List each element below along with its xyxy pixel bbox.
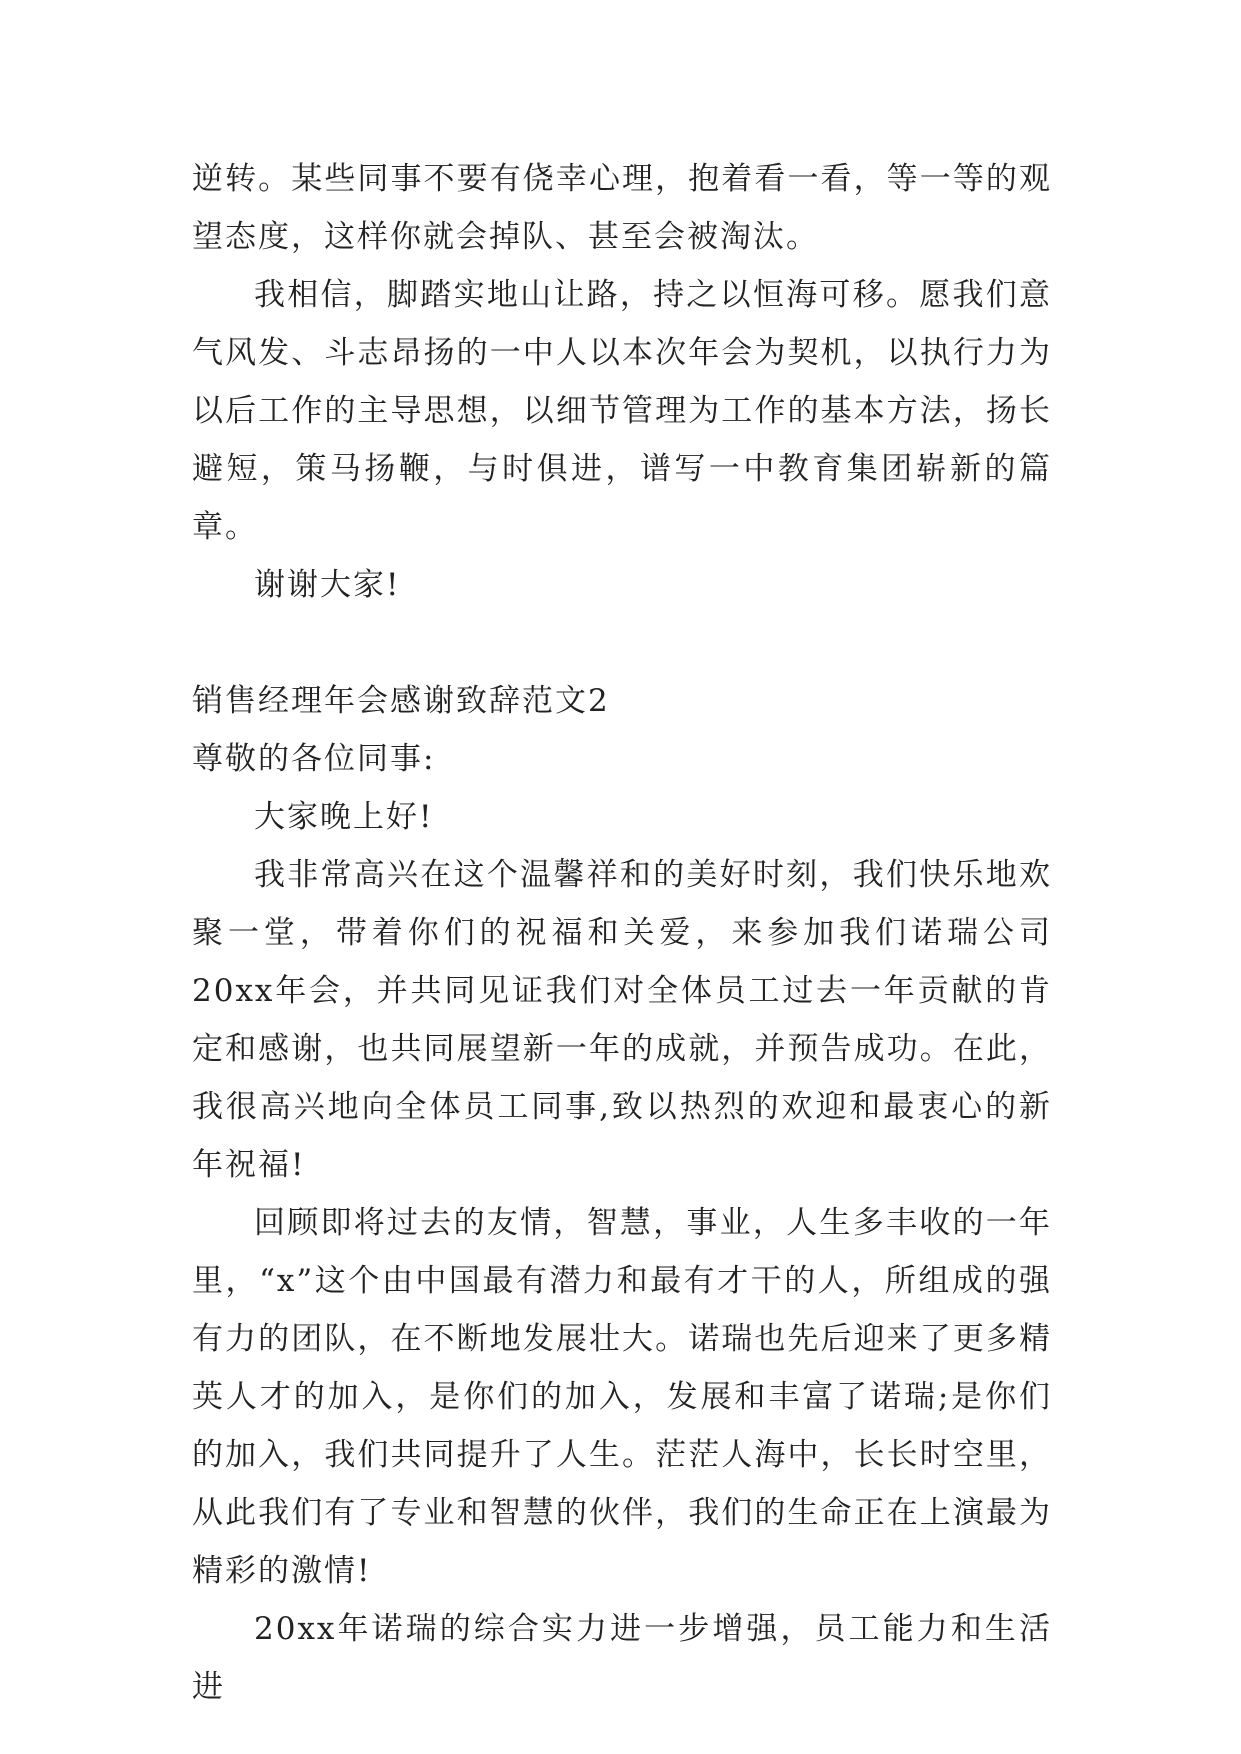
salutation: 尊敬的各位同事:: [192, 741, 436, 777]
document-content: [192, 150, 1052, 1716]
body-paragraph: 20xx年诺瑞的综合实力进一步增强，员工能力和生活进: [192, 1611, 1052, 1705]
paragraph-belief: 我相信，脚踏实地山让路，持之以恒海可移。愿我们意气风发、斗志昂扬的一中人以本次年会为契机，以执行力为以后工作的主导思想，以细节管理为工作的基本方法，扬长避短，策马扬鞭，与时俱进，谱写一中教育集团崭新的篇章。: [192, 277, 1052, 545]
greeting-paragraph: 大家晚上好!: [254, 799, 434, 835]
section-spacer: [192, 614, 1052, 672]
paragraph-thanks: 谢谢大家!: [254, 567, 401, 603]
body-paragraph: 我非常高兴在这个温馨祥和的美好时刻，我们快乐地欢聚一堂，带着你们的祝福和关爱，来参加我们诺瑞公司20xx年会，并共同见证我们对全体员工过去一年贡献的肯定和感谢，也共同展望新一年的成就，并预告成功。在此，我很高兴地向全体员工同事,致以热烈的欢迎和最衷心的新年祝福!: [192, 857, 1052, 1183]
body-paragraph: 回顾即将过去的友情，智慧，事业，人生多丰收的一年里，“x”这个由中国最有潜力和最有才干的人，所组成的强有力的团队，在不断地发展壮大。诺瑞也先后迎来了更多精英人才的加入，是你们的加入，发展和丰富了诺瑞;是你们的加入，我们共同提升了人生。茫茫人海中，长长时空里，从此我们有了专业和智慧的伙伴，我们的生命正在上演最为精彩的激情!: [192, 1205, 1052, 1589]
section-title: 销售经理年会感谢致辞范文2: [192, 683, 610, 719]
paragraph-continuation: 逆转。某些同事不要有侥幸心理，抱着看一看，等一等的观望态度，这样你就会掉队、甚至会被淘汰。: [192, 161, 1052, 255]
